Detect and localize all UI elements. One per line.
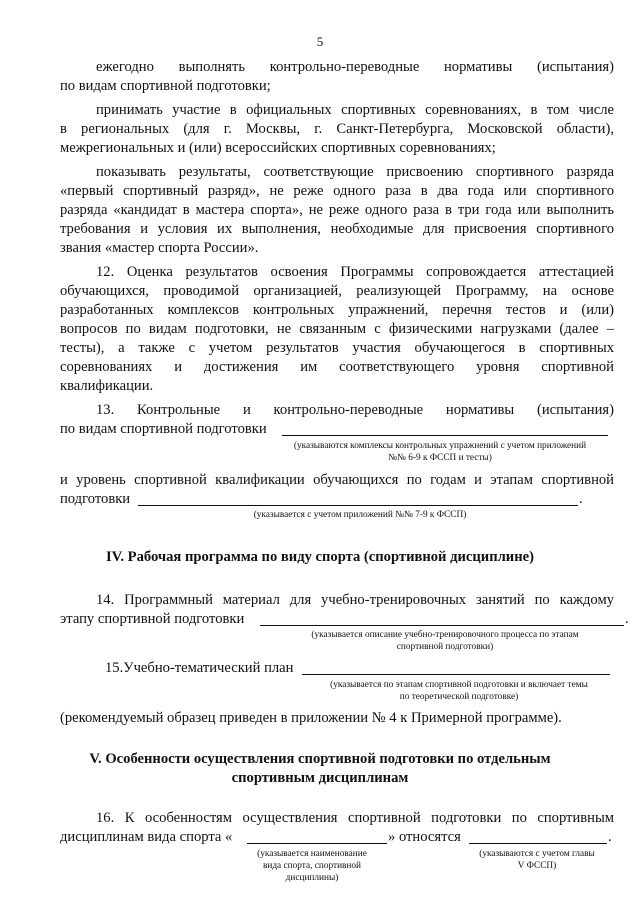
text-line: (рекомендуемый образец приведен в приложении № 4 к Примерной программе). xyxy=(60,710,562,726)
footnote-hint: (указываются комплексы контрольных упражнений с учетом приложений xyxy=(293,441,587,451)
fill-in-blank xyxy=(138,490,578,506)
text-line: показывать результаты, соответствующие присвоению спортивного разряда xyxy=(96,164,614,180)
text-line: . xyxy=(608,829,612,845)
text-line: ежегодно выполнять контрольно-переводные нормативы (испытания) xyxy=(96,59,614,75)
footnote-hint: по теоретической подготовке) xyxy=(399,692,519,702)
text-line: 16. К особенностям осуществления спортивной подготовки по спортивным xyxy=(96,810,614,826)
fill-in-blank xyxy=(260,610,624,626)
text-line: вопросов по видам подготовки, не связанным с физическими нагрузками (далее – xyxy=(60,321,614,337)
footnote-hint: спортивной подготовки) xyxy=(396,642,494,652)
text-line: межрегиональных и (или) всероссийских спортивных соревнованиях; xyxy=(60,140,496,156)
text-line: подготовки xyxy=(60,491,131,507)
footnote-hint: (указывается с учетом приложений №№ 7-9 к ФССП) xyxy=(253,510,467,520)
footnote-hint: (указывается по этапам спортивной подготовки и включает темы xyxy=(330,680,588,690)
text-line: по видам спортивной подготовки xyxy=(60,421,267,437)
text-line: принимать участие в официальных спортивных соревнованиях, в том числе xyxy=(96,102,614,118)
text-line: и уровень спортивной квалификации обучающихся по годам и этапам спортивной xyxy=(60,472,614,488)
footnote-hint: (указываются с учетом главы xyxy=(479,849,595,859)
text-line: тесты), а также с учетом результатов участия обучающегося в спортивных xyxy=(60,340,614,356)
text-line: соревнованиях и достижения им соответствующего уровня спортивной xyxy=(60,359,614,375)
text-line: . xyxy=(579,491,583,507)
text-line: разряда «кандидат в мастера спорта», не реже одного раза в три года или выполнить xyxy=(60,202,614,218)
section-heading: IV. Рабочая программа по виду спорта (спортивной дисциплине) xyxy=(106,549,534,565)
footnote-hint: (указывается описание учебно-тренировочного процесса по этапам xyxy=(311,630,579,640)
text-line: требования и условия их выполнения, необходимые для присвоения спортивного xyxy=(60,221,614,237)
text-line: . xyxy=(625,611,629,627)
footnote-hint: дисциплины) xyxy=(285,873,339,883)
text-line: 13. Контрольные и контрольно-переводные нормативы (испытания) xyxy=(96,402,614,418)
page-number: 5 xyxy=(316,34,324,49)
text-line: «первый спортивный разряд», не реже одного раза в два года или спортивного xyxy=(60,183,614,199)
text-line: в региональных (для г. Москвы, г. Санкт-Петербурга, Московской области), xyxy=(60,121,614,137)
text-line: дисциплинам вида спорта « xyxy=(60,829,233,845)
footnote-hint: вида спорта, спортивной xyxy=(262,861,362,871)
footnote-hint: №№ 6-9 к ФССП и тесты) xyxy=(388,453,492,463)
text-line: обучающихся, проводимой организацией, реализующей Программу, на основе xyxy=(60,283,614,299)
footnote-hint: (указывается наименование xyxy=(257,849,367,859)
text-line: 12. Оценка результатов освоения Программы сопровождается аттестацией xyxy=(96,264,614,280)
section-heading: V. Особенности осуществления спортивной подготовки по отдельным xyxy=(89,751,551,767)
fill-in-blank xyxy=(469,828,607,844)
text-line: этапу спортивной подготовки xyxy=(60,611,245,627)
text-line: звания «мастер спорта России». xyxy=(60,240,259,256)
fill-in-blank xyxy=(247,828,387,844)
fill-in-blank xyxy=(282,420,608,436)
section-heading: спортивным дисциплинам xyxy=(231,770,409,786)
text-line: разработанных комплексов контрольных упражнений, перечня тестов и (или) xyxy=(60,302,614,318)
text-line: » относятся xyxy=(388,829,461,845)
text-line: по видам спортивной подготовки; xyxy=(60,78,271,94)
text-line: 15.Учебно-тематический план xyxy=(105,660,294,676)
text-line: квалификации. xyxy=(60,378,154,394)
footnote-hint: V ФССП) xyxy=(517,861,557,871)
fill-in-blank xyxy=(302,659,610,675)
text-line: 14. Программный материал для учебно-тренировочных занятий по каждому xyxy=(96,592,614,608)
